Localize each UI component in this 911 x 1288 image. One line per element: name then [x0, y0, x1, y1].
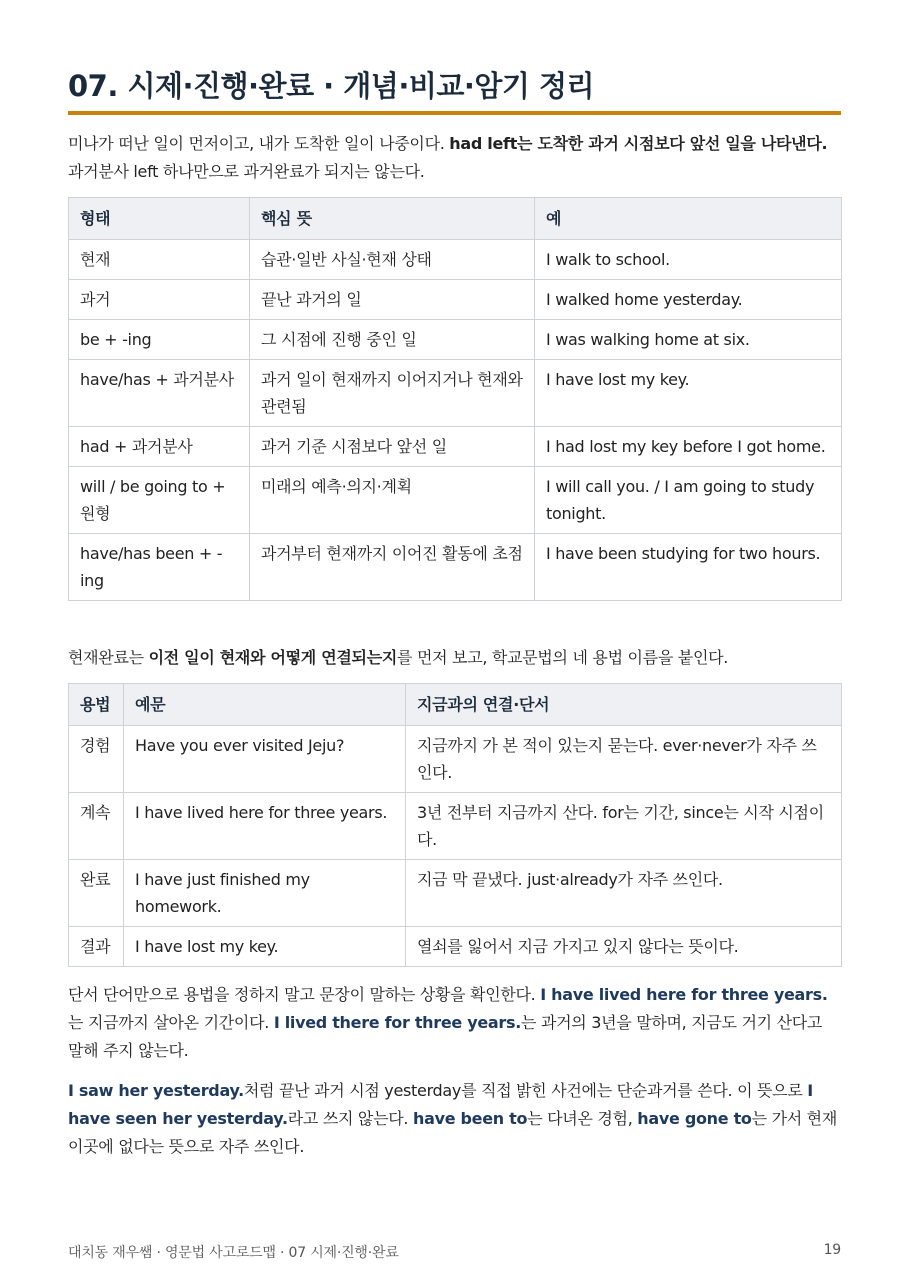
p4-text-2: 라고 쓰지 않는다. [287, 1109, 413, 1128]
table-row [69, 726, 842, 793]
p4-text-1: 처럼 끝난 과거 시점 yesterday를 직접 밝힌 사건에는 단순과거를 쓴다. 이 뜻으로 [243, 1081, 808, 1100]
cell-example: I was walking home at six. [535, 320, 842, 360]
header-clue: 지금과의 연결·단서 [406, 684, 842, 726]
cell-example: I walked home yesterday. [535, 280, 842, 320]
title-underline [68, 111, 841, 115]
header-meaning: 핵심 뜻 [250, 198, 535, 240]
cell-form: 현재 [69, 240, 250, 280]
cell-example: I walk to school. [535, 240, 842, 280]
cell-form: had + 과거분사 [69, 427, 250, 467]
tense-table [68, 197, 842, 601]
table-row [69, 927, 842, 967]
cell-example: I have lost my key. [535, 360, 842, 427]
p3-example-2: I lived there for three years. [273, 1013, 522, 1032]
p4-text-4: 는 가서 현재 이곳에 없다는 뜻으로 자주 쓰인다. [68, 1109, 837, 1156]
mid-text-1: 현재완료는 [68, 648, 149, 667]
page-footer [68, 1242, 841, 1262]
cell-sentence: I have lived here for three years. [124, 793, 406, 860]
p4-example-1: I saw her yesterday. [68, 1081, 244, 1100]
p3-text-3: 는 과거의 3년을 말하며, 지금도 거기 산다고 말해 주지 않는다. [68, 1013, 823, 1060]
table-row [69, 240, 842, 280]
cell-clue: 지금까지 가 본 적이 있는지 묻는다. ever·never가 자주 쓰인다. [406, 726, 842, 793]
cell-meaning: 미래의 예측·의지·계획 [250, 467, 535, 534]
past-vs-perfect-paragraph [68, 1077, 841, 1161]
p3-example-1: I have lived here for three years. [540, 985, 828, 1004]
cell-meaning: 과거부터 현재까지 이어진 활동에 초점 [250, 534, 535, 601]
table-row [69, 534, 842, 601]
page-number: 19 [823, 1242, 841, 1258]
cell-meaning: 과거 일이 현재까지 이어지거나 현재와 관련됨 [250, 360, 535, 427]
cell-sentence: I have just finished my homework. [124, 860, 406, 927]
table-row [69, 793, 842, 860]
cell-usage: 결과 [69, 927, 124, 967]
header-example: 예 [535, 198, 842, 240]
p4-text-3: 는 다녀온 경험, [527, 1109, 638, 1128]
table-row [69, 280, 842, 320]
cell-example: I have been studying for two hours. [535, 534, 842, 601]
page-title: 07. 시제·진행·완료 · 개념·비교·암기 정리 [68, 69, 595, 103]
cell-sentence: I have lost my key. [124, 927, 406, 967]
intro-bold: had left는 도착한 과거 시점보다 앞선 일을 나타낸다. [449, 134, 828, 153]
table-row [69, 360, 842, 427]
cell-example: I had lost my key before I got home. [535, 427, 842, 467]
table-header-row [69, 684, 842, 726]
table-row [69, 427, 842, 467]
p4-example-2: I have seen her yesterday. [68, 1081, 813, 1128]
cell-clue: 열쇠를 잃어서 지금 가지고 있지 않다는 뜻이다. [406, 927, 842, 967]
mid-bold: 이전 일이 현재와 어떻게 연결되는지 [148, 648, 397, 667]
cell-form: be + -ing [69, 320, 250, 360]
clue-warning-paragraph [68, 981, 841, 1065]
intro-text-2: 과거분사 left 하나만으로 과거완료가 되지는 않는다. [68, 162, 425, 181]
p4-example-4: have gone to [637, 1109, 752, 1128]
mid-text-2: 를 먼저 보고, 학교문법의 네 용법 이름을 붙인다. [397, 648, 729, 667]
p3-text-1: 단서 단어만으로 용법을 정하지 말고 문장이 말하는 상황을 확인한다. [68, 985, 541, 1004]
cell-meaning: 과거 기준 시점보다 앞선 일 [250, 427, 535, 467]
cell-meaning: 습관·일반 사실·현재 상태 [250, 240, 535, 280]
cell-form: will / be going to + 원형 [69, 467, 250, 534]
footer-text: 대치동 재우쌤 · 영문법 사고로드맵 · 07 시제·진행·완료 [68, 1245, 399, 1261]
cell-clue: 지금 막 끝냈다. just·already가 자주 쓰인다. [406, 860, 842, 927]
p3-text-2: 는 지금까지 살아온 기간이다. [68, 1013, 274, 1032]
cell-clue: 3년 전부터 지금까지 산다. for는 기간, since는 시작 시점이다. [406, 793, 842, 860]
table-row [69, 860, 842, 927]
cell-form: have/has + 과거분사 [69, 360, 250, 427]
table-row [69, 467, 842, 534]
perfect-intro-paragraph [68, 644, 841, 672]
intro-text-1: 미나가 떠난 일이 먼저이고, 내가 도착한 일이 나중이다. [68, 134, 450, 153]
intro-paragraph [68, 130, 841, 186]
cell-meaning: 끝난 과거의 일 [250, 280, 535, 320]
cell-meaning: 그 시점에 진행 중인 일 [250, 320, 535, 360]
perfect-usage-table [68, 683, 842, 967]
p4-example-3: have been to [412, 1109, 528, 1128]
header-form: 형태 [69, 198, 250, 240]
cell-usage: 완료 [69, 860, 124, 927]
table-header-row [69, 198, 842, 240]
cell-sentence: Have you ever visited Jeju? [124, 726, 406, 793]
cell-example: I will call you. / I am going to study tonight. [535, 467, 842, 534]
cell-form: have/has been + -ing [69, 534, 250, 601]
table-row [69, 320, 842, 360]
header-sentence: 예문 [124, 684, 406, 726]
cell-form: 과거 [69, 280, 250, 320]
header-usage: 용법 [69, 684, 124, 726]
cell-usage: 계속 [69, 793, 124, 860]
cell-usage: 경험 [69, 726, 124, 793]
